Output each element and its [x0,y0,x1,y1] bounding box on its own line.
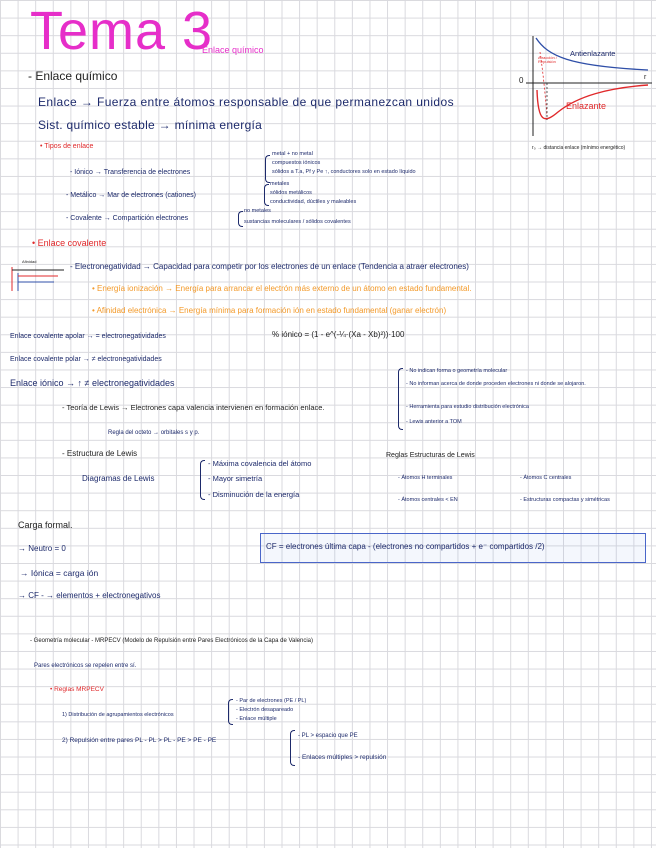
regla-lewis: - Estructuras compactas y simétricas [520,497,610,503]
section-heading-enlace-quimico: - Enlace químico [28,69,118,83]
metalico-item: conductividad, dúctiles y maleables [270,199,357,205]
trend-label: Afinidad [22,259,37,264]
covalente-apolar: Enlace covalente apolar → = electronegatividades [10,333,166,340]
diagramas-item: - Mayor simetría [208,474,263,483]
intro-stability: Sist. químico estable → mínima energía [38,118,263,132]
graph-axis-zero: 0 [519,76,524,85]
pares-repelen: Pares electrónicos se repelen entre sí. [34,663,137,669]
page-subtitle: Enlace químico [202,45,264,55]
regla-lewis: - Átomos H terminales [398,475,453,481]
estructura-lewis: - Estructura de Lewis [62,449,138,458]
lewis-note: - No indican forma o geometría molecular [406,368,508,374]
carga-neutro: → Neutro = 0 [18,544,66,553]
regla-1-item: - Electrón desapareado [236,707,294,713]
regla-lewis: - Átomos C centrales [520,475,572,481]
enlace-ionico: Enlace iónico → ↑ ≠ electronegatividades [10,378,175,388]
intro-definition: Enlace → Fuerza entre átomos responsable de que permanezcan unidos [38,95,454,109]
ionico-item: metal + no metal [272,151,313,157]
graph-label-enlazante: Enlazante [566,101,607,111]
graph-axis-r: r [644,74,647,81]
metalico-item: metales [270,181,290,187]
tipo-metalico-brace [264,184,269,206]
geometria-heading: - Geometría molecular - MRPECV (Modelo de Repulsión entre Pares Electrónicos de la Capa de Valencia) [30,638,314,644]
carga-formal-heading: Carga formal. [18,520,73,530]
tipo-covalente: - Covalente → Compartición electrones [66,215,189,222]
covalente-polar: Enlace covalente polar → ≠ electronegatividades [10,356,162,363]
regla-1-brace [228,699,233,725]
formal-charge-formula: CF = electrones última capa - (electrones no compartidos + e⁻ compartidos /2) [266,542,545,551]
tipos-heading: • Tipos de enlace [40,143,94,150]
energy-graph [518,32,656,142]
tipo-ionico-brace [265,155,270,183]
reglas-lewis-heading: Reglas Estructuras de Lewis [386,452,475,459]
covalente-item: no metales [244,208,271,214]
energia-ionizacion-def: • Energía ionización → Energía para arrancar el electrón más externo de un átomo en estado fundamental. [92,284,472,293]
covalente-item: sustancias moleculares / sólidos covalentes [244,219,351,225]
regla-2: 2) Repulsión entre pares PL - PL > PL - PE > PE - PE [62,737,217,744]
regla-octeto: Regla del octeto → orbitales s y p. [108,430,200,436]
diagramas-item: - Máxima covalencia del átomo [208,459,312,468]
teoria-lewis: - Teoría de Lewis → Electrones capa valencia intervienen en formación enlace. [62,403,325,412]
ionico-item: sólidos a T.a, Pf y Pe ↑, conductores solo en estado líquido [272,169,416,175]
tipo-covalente-brace [238,211,243,227]
ionic-percent-formula: % iónico = (1 - e^(-¼·(Xa - Xb)²))·100 [272,330,405,339]
regla-lewis: - Átomos centrales < EN [398,497,458,503]
page-title: Tema 3 [30,1,214,61]
diagramas-brace [200,460,205,500]
covalente-heading: • Enlace covalente [32,238,107,248]
electronegativity-trend-diagram [8,259,66,292]
electronegatividad-def: - Electronegatividad → Capacidad para competir por los electrones de un enlace (Tendencia a atraer electrones) [70,262,469,271]
graph-note: r₀ → distancia enlace (mínimo energético) [532,145,626,151]
graph-label-antienlazante: Antienlazante [570,49,616,58]
regla-1-item: - Par de electrones (PE / PL) [236,698,307,704]
carga-ionica: → Iónica = carga ión [20,568,99,578]
diagramas-item: - Disminución de la energía [208,490,300,499]
tipo-metalico: - Metálico → Mar de electrones (cationes) [66,192,196,199]
metalico-item: sólidos metálicos [270,190,312,196]
lewis-note: - Lewis anterior a TOM [406,419,462,425]
regla-1-item: - Enlace múltiple [236,716,277,722]
reglas-mrpecv: • Reglas MRPECV [50,686,104,693]
lewis-note: - No informan acerca de donde proceden electrones ni donde se alojaron. [406,381,586,387]
lewis-note: - Herramienta para estudio distribución electrónica [406,404,529,410]
lewis-notes-brace [398,368,403,430]
regla-1: 1) Distribución de agrupamientos electrónicos [62,712,174,718]
tipo-ionico: - Iónico → Transferencia de electrones [70,169,191,176]
afinidad-electronica-def: • Afinidad electrónica → Energía mínima para formación ión en estado fundamental (ganar electrón) [92,306,447,315]
diagramas-lewis: Diagramas de Lewis [82,474,155,483]
graph-label-attraction: Atracción / Repulsión [538,55,557,64]
regla-2-item: - Enlaces múltiples > repulsión [298,754,387,761]
carga-cf: → CF - → elementos + electronegativos [18,591,161,600]
regla-2-brace [290,730,295,766]
ionico-item: compuestos iónicos [272,160,321,166]
regla-2-item: - PL > espacio que PE [298,733,358,739]
